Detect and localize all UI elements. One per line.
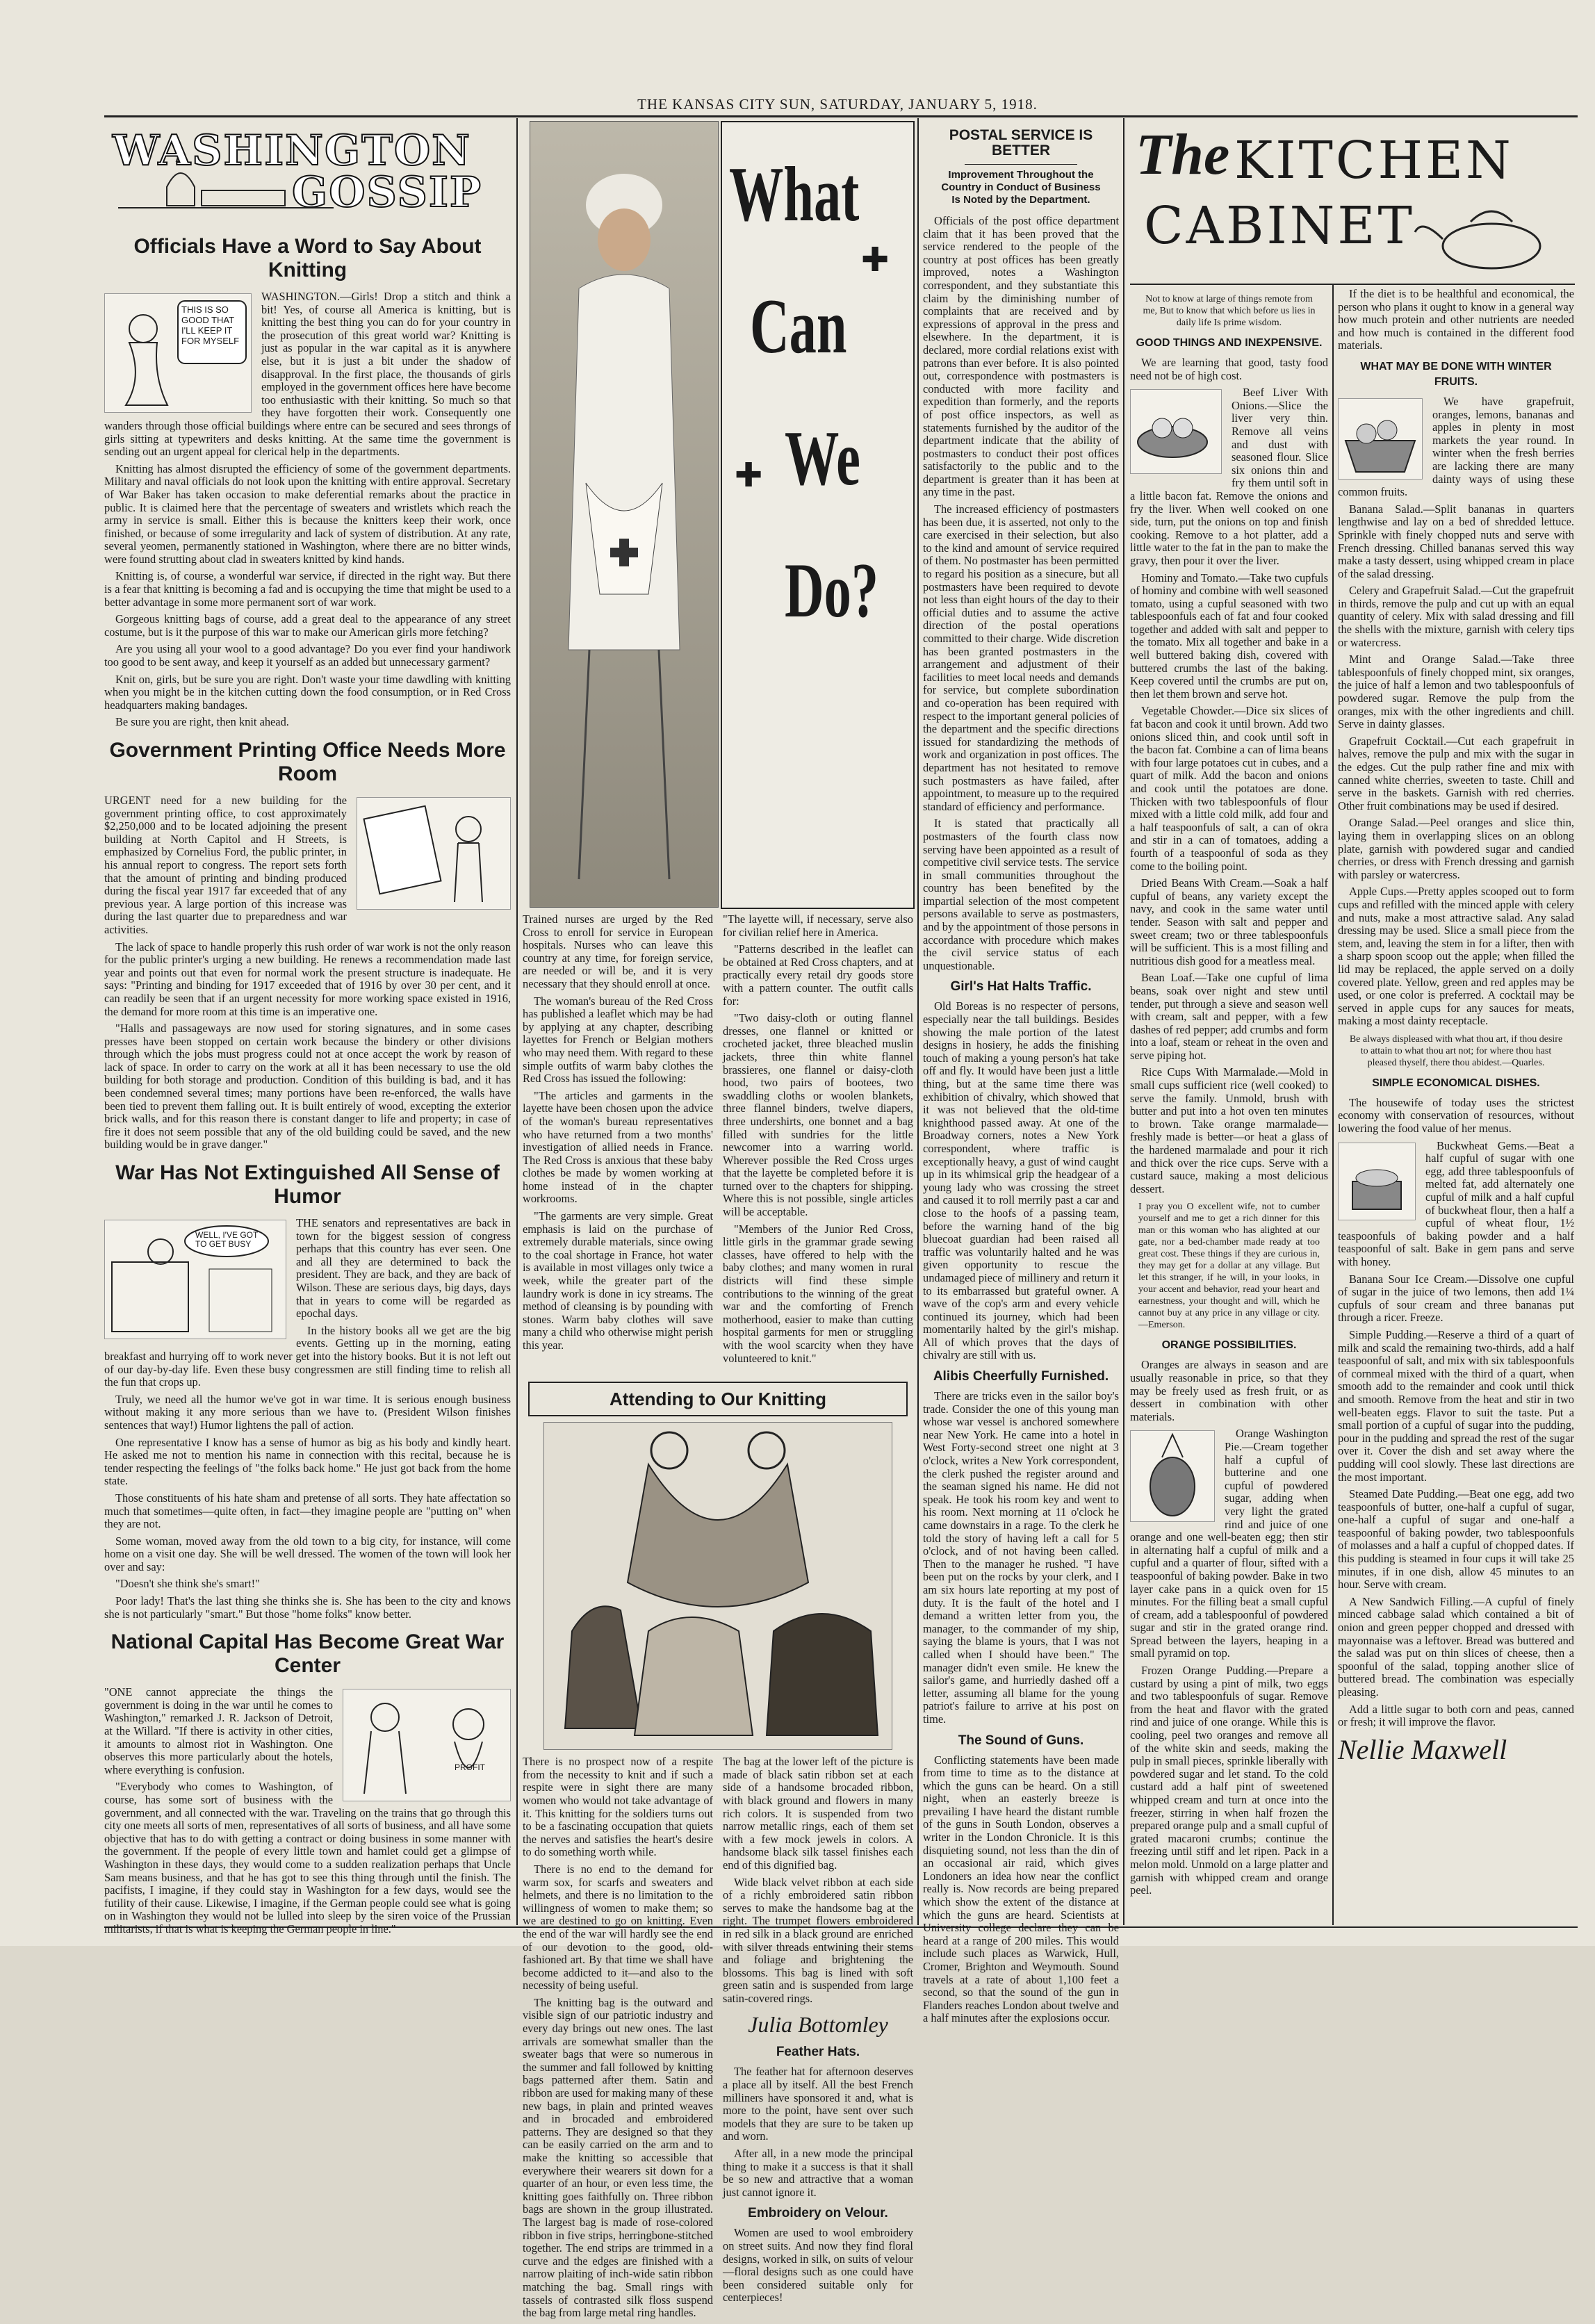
paragraph: Bean Loaf.—Take one cupful of lima beans, soak over night and stew until tender, put through a sieve and season well with cream, salt and pepper, with a few dashes of red pepper; add crumbs and form into a loaf, steam or reheat in the oven and serve piping hot.: [1130, 971, 1328, 1062]
paragraph: If the diet is to be healthful and economical, the person who plans it ought to know in a general way how much protein and other nutrients are needed and how much is contained in the different food materials.: [1338, 287, 1574, 352]
paragraph: We have grapefruit, oranges, lemons, bananas and apples in plenty in most markets the year round. In winter when the fresh berries are lacking there are many dainty ways of using these common fruits.: [1338, 394, 1574, 499]
cross-icon: ✚: [861, 242, 890, 279]
divider: [965, 164, 1077, 165]
paragraph: Those constituents of his hate sham and pretense of all sorts. They hate affectation so much that sometimes—quite often, in fact—they imagine people are "putting on" when they are not.: [104, 1491, 511, 1531]
paragraph: "Members of the Junior Red Cross, little girls in the grammar grade sewing classes, have offered to help with the baby clothes; and many women in rural districts will find these simple contributions to the winning of the great war and the comforting of French motherhood, easier to make than cutting hospital garments for men or struggling with the wool scarcity when they have volunteered to knit.": [723, 1222, 913, 1365]
paragraph: One representative I know has a sense of humor as big as his body and kindly heart. He asked me not to mention his name in connection with this recital, because he is tender respecting the feelings of "the folks back home." He just got back from the home state.: [104, 1435, 511, 1488]
knitting-bags-illustration: [543, 1422, 892, 1750]
paragraph: After all, in a new mode the principal thing to make it a success is that it shall be so new and attractive that a woman just cannot ignore it.: [723, 2147, 913, 2199]
knitting-headline-box: [528, 1382, 908, 1416]
paragraph: Truly, we need all the humor we've got in war time. It is serious enough business without making it any more serious than we have to. (President Wilson finishes sentences that way!) Humor lightens the pall of action.: [104, 1392, 511, 1432]
paragraph: Knit on, girls, but be sure you are right. Don't waste your time dawdling with knitting when you might be in the kitchen cutting down the food consumption, or in Red Cross headquarters making bandages.: [104, 672, 511, 712]
cartoon-label: PROFIT: [455, 1762, 485, 1773]
headline-embroidery: Embroidery on Velour.: [748, 2206, 888, 2221]
paragraph: There is no prospect now of a respite from the necessity to knit and if such a respite were in sight there are many women who would not take advantage of it. This knitting for the soldiers turns out to be a fascinating occupation that quiets the nerves and satisfies the heart's desire to do something worth while.: [523, 1755, 713, 1859]
paragraph: Knitting is, of course, a wonderful war service, if directed in the right way. But there is a fear that knitting is becoming a fad and is occupying the time that might be used to a better advantage in some more permanent sort of war work.: [104, 569, 511, 609]
paragraph: Steamed Date Pudding.—Beat one egg, add two teaspoonfuls of butter, one-half a cupful of sugar, one-half a cupful of sugar and one-half a teaspoonful of baking powder, two tablespoonfuls of molasses and a half a cupful of chopped dates. If this pudding is steamed in four cups it will take 25 minutes, if in one dish, allow 45 minutes to an hour. Serve with cream.: [1338, 1487, 1574, 1591]
paragraph: Knitting has almost disrupted the efficiency of some of the government departments. Military and naval officials do not look upon the knitting with entire approval. Secretary of War Baker has taken occasion to make deferential remarks about the practice in public. It is claimed here that the percentage of sweaters and wristlets which reach the army in service is small. Either this is because the knitters keep their work, once finished, or because of some irregularity and lack of system of distribution. At any rate, several yeomen, permanently stationed in Washington, where there are no bitter winds, were found strutting about clad in sweaters knitted by kind hands.: [104, 461, 511, 566]
paragraph: In the history books all we get are the big events. Getting up in the morning, eating breakfast and hurrying off to work never get into the history books. But it is not left out of our day-by-day life. Even these busy congressmen are still finding time to relish all the fun that crops up.: [104, 1323, 511, 1389]
postal-column: [923, 121, 1119, 2025]
author-signature: Julia Bottomley: [748, 2012, 888, 2038]
illustration-fruit-basket: [1338, 398, 1423, 480]
headline-winter-fruits: WHAT MAY BE DONE WITH WINTER FRUITS.: [1360, 360, 1552, 388]
paragraph: Beef Liver With Onions.—Slice the liver very thin. Remove all veins and dust with seasoned flour. Slice six onions thin and fry them until soft in a little bacon fat. Remove the onions and fry the liver. When well cooked on one side, turn, put the onions on top and finish cooking. Remove to a hot platter, add a little water to the fat in the pan to make the gravy, then pour it over the liver.: [1130, 386, 1328, 567]
banner-gossip: GOSSIP: [292, 168, 483, 217]
paragraph: Apple Cups.—Pretty apples scooped out to form cups and refilled with the minced apple with celery and nuts, make a most attractive salad. Any salad dressing may be used. Slice a small piece from the stem, and, leaving the stem in for a lifter, then with a sharp spoon scoop out the apple; when filled the lid may be replaced, the apple served on a doily covered plate. Yellow, green and red apples may be used, or one color is preferred. A cocktail may be served in apple cups for any sauces for meats, making a most dainty receptacle.: [1338, 885, 1574, 1028]
paragraph: Wide black velvet ribbon at each side of a richly embroidered satin ribbon serves to make the handsome bag at the right. The trumpet flowers embroidered in red silk in a black ground are enriched with silver threads entwining their stems and foliage and brightening the blossoms. This bag is lined with soft green satin and is suspended from large satin-covered rings.: [723, 1875, 913, 2005]
column-rule: [1332, 285, 1334, 1925]
banner-the: The: [1136, 122, 1230, 187]
paragraph: The increased efficiency of postmasters has been due, it is asserted, not only to the care exercised in their selection, but also to the kind and amount of service required of them. No postmaster has been permitted to regard his position as a sinecure, but all postmasters have been required to devote not less than eight hours of the day to their official duties and to assume the active direction of the postal operations committed to their charge. Wide discretion has been granted postmasters in the arrangement and adjustment of their facilities to meet local needs and demands for service, but complete subordination and co-operation has been required with respect to the important general policies of the department and the specific directions issued for standardizing the methods of work and organization in post offices. The department has not hesitated to remove such postmasters as have failed, after appointment, to measure up to the required standard of efficiency and performance.: [923, 502, 1119, 813]
headline-girls-hat: Girl's Hat Halts Traffic.: [950, 979, 1092, 995]
banner-cabinet: CABINET: [1144, 196, 1415, 256]
column-rule: [1123, 118, 1124, 1925]
paragraph: "Two daisy-cloth or outing flannel dresses, one flannel or knitted or crocheted jacket, three bleached muslin jackets, three thin white flannel brassieres, one flannel or daisy-cloth hood, two pairs of bootees, two swaddling cloths or woolen blankets, three flannel binders, twelve diapers, three undershirts, one bonnet and a bag filled with sundries for the little newcomer into a warring world. Wherever possible the Red Cross urges that the layette be completed before it is turned over to the chapters for shipping. Where this is not possible, single articles will be acceptable.: [723, 1011, 913, 1219]
cartoon-speech: THIS IS SO GOOD THAT I'LL KEEP IT FOR MYSELF: [181, 304, 240, 346]
paragraph: "ONE cannot appreciate the things the government is doing in the war until he comes to Washington," remarked J. R. Jackson of Detroit, at the Willard. "If there is activity in other cities, it amounts to almost riot in Washington. One observes this more particularly about the hotels, where everything is confusion.: [104, 1685, 333, 1776]
headline-knitting: Officials Have a Word to Say About Knitting: [133, 235, 482, 281]
paragraph: Poor lady! That's the last thing she thinks she is. She has been to the city and knows she is not particularly "smart." But those "home folks" know better.: [104, 1594, 511, 1621]
paragraph: Old Boreas is no respecter of persons, especially near the tall buildings. Besides showing the male portion of the latest designs in hosiery, he adds the finishing touch of making a young person's hat take off and fly. It would have been just a little thing, but at the same time there was exhibition of chivalry, which showed that it was not believed that the old-time knighthood passed away. At one of the Broadway corners, notes a New York correspondent, where traffic is exceptionally heavy, a gust of wind caught up in its whimsical grip the headgear of a young lady who was crossing the street and caused it to roll merrily past a car and close to the hoofs of a passing team, before the warning hand of the big bluecoat guardian had been raised all traffic was voluntarily halted and he was given opportunity to rescue the undamaged piece of millinery and return it to its embarrassed but grateful owner. A wave of the cop's arm and every vehicle continued its journey, which had been momentarily halted by the girl's mishap. All of which proves that the days of chivalry are still with us.: [923, 999, 1119, 1362]
cartoon-knitting-girl: [104, 293, 252, 413]
headline-printing-office: Government Printing Office Needs More Room: [109, 739, 506, 785]
title-we: We: [785, 416, 860, 502]
masthead-rule: [104, 115, 1578, 117]
headline-feather-hats: Feather Hats.: [776, 2045, 860, 2060]
paragraph: "The articles and garments in the layette have been chosen upon the advice of the woman's bureau representatives who have returned from a two months' investigation of allied needs in France. The Red Cross is anxious that these baby clothes be made by women working at home instead of in the chapter workrooms.: [523, 1088, 713, 1206]
title-what: What: [729, 152, 860, 238]
illustration-pineapple: [1130, 1430, 1215, 1522]
paragraph: Add a little sugar to both corn and peas, canned or fresh; it will improve the flavor.: [1338, 1702, 1574, 1729]
paragraph: WASHINGTON.—Girls! Drop a stitch and think a bit! Yes, of course all America is knitting, but is knitting the best thing you can do for your country in the prosecution of this great world war? Knitting is just as popular in the war capital as it is anywhere else, but it is just a bit under the shadow of disapproval. In the first place, the thousands of girls employed in the government offices here have become too enthusiastic with their knitting. So much so that they have forgotten their work. Consequently one wanders through those official buildings where entre can be secured and sees throngs of girls sitting at typewriters and desks knitting. At the same time the government is sending out an urgent appeal for clerical help in the departments.: [104, 290, 511, 459]
title-do: Do?: [785, 548, 879, 634]
paragraph: URGENT need for a new building for the government printing office, to cost approximately $2,250,000 and to be located adjoining the present building at North Capitol and H Streets, is emphasized by Cornelius Ford, the public printer, in his annual report to congress. The report sets forth that the amount of printing and binding produced during the fiscal year 1917 far exceeded that of any previous year. A large portion of this increase was during the last quarter due to preparedness and war activities.: [104, 794, 347, 936]
subhead-postal: Improvement Throughout the Country in Conduct of Business Is Noted by the Department.: [941, 169, 1101, 206]
nurse-photo: [530, 121, 719, 908]
headline-alibis: Alibis Cheerfully Furnished.: [933, 1369, 1109, 1384]
middle-section: [523, 121, 913, 2320]
headline-sound-of-guns: The Sound of Guns.: [958, 1733, 1084, 1748]
paragraph: Orange Washington Pie.—Cream together half a cupful of butterine and one cupful of powdered sugar, adding when very light the grated rind and juice of one orange and one well-beaten egg; then stir in alternating half a cupful of milk and a cupful and a quarter of flour, sifted with a teaspoonful of baking powder. Bake in two layer cake pans in a quick oven for 15 minutes. For the filling beat a small cupful of cream, add a tablespoonful of powdered sugar and stir in the grated orange rind. Spread between the layers, heaping in a small pyramid on top.: [1130, 1427, 1328, 1660]
emerson-quote: I pray you O excellent wife, not to cumber yourself and me to get a rich dinner for this man or this woman who has alighted at our gate, nor a bed-chamber made ready at too great cost. These things if they are curious in, they may get for a dollar at any village. But let this stranger, if he will, in your looks, in your accent and behavior, read your heart and earnestness, your thought and will, which he cannot buy at any price in any village or city.—Emerson.: [1138, 1202, 1320, 1331]
illustration-baking: [1338, 1143, 1416, 1220]
knitting-article: [523, 1756, 913, 2324]
paragraph: The knitting bag is the outward and visible sign of our patriotic industry and every day brings out new ones. The last arrivals are somewhat smaller than the sweater bags that were so numerous in the summer and fall followed by knitting bags patterned after them. Satin and ribbon are used for making many of these new bags, in plain and printed weaves and in brocaded and embroidered patterns. They are designed so that they can be easily carried on the arm and to make the knitting so accessible that everywhere their wearers sit down for a quarter of an hour, or even less time, the knitting goes faithfully on. Three ribbon bags are shown in the group illustrated. The largest bag is made of rose-colored ribbon in five strips, herringbone-stitched together. The end strips are trimmed in a curve and the edges are finished with a narrow plaiting of inch-wide satin ribbon matching the bag. Small rings with tassels of contrasted silk floss suspend the bag from large metal ring handles.: [523, 1995, 713, 2320]
paragraph: Buckwheat Gems.—Beat a half cupful of sugar with one egg, add three tablespoonfuls of melted fat, add alternately one cupful of milk and a half cupful of buckwheat flour, then a half a cupful of wheat flour, 1½ teaspoonfuls of baking powder and a half teaspoonful of salt. Bake in gem pans and serve with honey.: [1338, 1138, 1574, 1268]
feature-title-panel: [721, 121, 915, 909]
what-can-we-do-feature: [523, 121, 913, 913]
paragraph: Oranges are always in season and are usually reasonable in price, so that they may be freely used as fresh fruit, or as dessert in combination with other materials.: [1130, 1358, 1328, 1423]
paragraph: "Patterns described in the leaflet can be obtained at Red Cross chapters, and at practically every retail dry goods store with a pattern counter. The outfit calls for:: [723, 942, 913, 1008]
paragraph: Trained nurses are urged by the Red Cross to enroll for service in European hospitals. Nurses who can leave this country at any time, for foreign service, are needed or will be, and it is very necessary that they should enroll at once.: [523, 913, 713, 990]
knitting-col2: [723, 1756, 913, 2324]
cartoon-uncle-sam-report: [357, 797, 511, 910]
kitchen-column: [1130, 288, 1328, 1925]
illustration-liver-dish: [1130, 389, 1222, 474]
layette-article: [523, 913, 913, 1369]
column-rule: [516, 118, 518, 1925]
paragraph: Hominy and Tomato.—Take two cupfuls of hominy and combine with well seasoned tomato, using a cupful seasoned with two tablespoonfuls each of fat and four cooked together and added with salt and pepper to the tomato. Mix all together and bake in a well buttered baking dish, covered with buttered crumbs the last of the baking. Keep covered until the crumbs are put on, then let them brown and serve hot.: [1130, 571, 1328, 701]
paragraph: The lack of space to handle properly this rush order of war work is not the only reason for the public printer's urging a new building. He renews a recommendation made last year and points out that even for normal work the present structure is inadequate. He says: "Printing and binding for 1917 exceeded that of 1916 by over 30 per cent, and it can readily be seen that if an urgent necessity for more working space existed in 1916, the demand for more room at this time is an imperative one.: [104, 940, 511, 1018]
title-can: Can: [750, 284, 847, 370]
paragraph: Some woman, moved away from the old town to a big city, for instance, will come home on a visit one day. She will be well dressed. The women of the town will look her over and say:: [104, 1534, 511, 1573]
paragraph: It is stated that practically all postmasters of the fourth class now serving have been appointed as a result of competitive civil service tests. The service in small communities throughout the country has been benefited by the impartial selection of the most competent persons available to serve as postmasters, and by the appointment of those persons in accordance with procedure which makes the civil service status of each unquestionable.: [923, 817, 1119, 972]
paragraph: "Everybody who comes to Washington, of course, has some sort of business with the government, and all connected with the war. Traveling on the trains that go through this city one meets all sorts of men, representatives of all sorts of business, and all have some objective that has to do with getting a contract or doing business in some manner with the government. If the people of every little town and hamlet could get a glimpse of Washington in these days, they would come to a sudden realization perhaps that Uncle Sam means business, and that he has got to see this thing through until the finish. The pacifists, I imagine, if they could stay in Washington for a few days, would see the futility of their cause. Likewise, I imagine, if the German people could see what is going on in Washington they would not be lulled into sleep by the siren voice of the Prussian militarists, if that is what is keeping the German people in line.": [104, 1780, 511, 1936]
cartoon-profiteers: [343, 1689, 511, 1801]
paragraph: The woman's bureau of the Red Cross has published a leaflet which may be had by applying at any chapter, describing layettes for French or Belgian mothers who may need them. With regard to these simple outfits of warm baby clothes the Red Cross has issued the following:: [523, 994, 713, 1086]
paragraph: There is no end to the demand for warm sox, for scarfs and sweaters and helmets, and there is no limitation to the willingness of women to make them; so we are destined to go on knitting. Even the end of the war will hardly see the end of our devotion to the good, old-fashioned art. By that time we shall have become addicted to it—and also to the necessity of being useful.: [523, 1862, 713, 1992]
headline-humor: War Has Not Extinguished All Sense of Humor: [115, 1161, 500, 1209]
author-signature: Nellie Maxwell: [1338, 1733, 1507, 1765]
paragraph: There are tricks even in the sailor boy's trade. Consider the one of this young man whose war vessel is anchored somewhere near New York. He came into a hotel in West Forty-second street one night at 3 o'clock, writes a New York correspondent, the clerk pushed the register around and the seaman signed his name. He did not speak. He took his room key and went to his room. Next morning at 11 o'clock he came downstairs in a rage. To the clerk he told the story of having left a call for 5 o'clock, and of not having been called. Then to the manager he rushed. "I have been put on the rocks by your clerk, and I am six hours late reporting at my post of duty. It is the fault of the hotel and I demand a written letter from you, the manager, to the commander of my ship, saying the blame is yours, that I was not called when I should have been." The manager didn't even smile. He knew the sailor's game, and hurriedly dashed off a letter, assuming all blame for the young patriot's failure to arrive at his post on time.: [923, 1389, 1119, 1726]
paragraph: The housewife of today uses the strictest economy with conservation of resources, without lowering the food value of her menus.: [1338, 1095, 1574, 1136]
paragraph: A New Sandwich Filling.—A cupful of finely minced cabbage salad which contained a bit of onion and green pepper chopped and dressed with mayonnaise was a leftover. Bread was buttered and the salad was put on thin slices of cheese, then a spoonful of the salad, topping another slice of buttered bread. The combination was especially pleasing.: [1338, 1594, 1574, 1699]
teakettle-icon: [1408, 190, 1568, 274]
headline-war-center: National Capital Has Become Great War Center: [111, 1630, 505, 1678]
paragraph: Officials of the post office department claim that it has been proved that the service rendered to the people of the country at post offices has been greatly improved, notes a Washington correspondent, and they substantiate this claim by the diminishing number of complaints that are received and by expressions of approval in the press and elsewhere. In the department, it is declared, more cordial relations exist with patrons than ever before. It is also pointed out, correspondence with postmasters is conducted with more facility and expedition than formerly, and the reports of post office inspectors, as well as statements furnished by the auditor of the department indicate that the ability of postmasters to conduct their post offices satisfactorily to the public and to the department is greater than it has been at any time in the past.: [923, 214, 1119, 499]
cartoon-busy-congressman: [104, 1220, 286, 1339]
column-rule: [917, 118, 919, 1925]
paragraph: Rice Cups With Marmalade.—Mold in small cups sufficient rice (well cooked) to serve the family. Unmold, brush with butter and put into a hot oven ten minutes to brown. Take orange marmalade—freshly made is better—or heat a glass of the hardened marmalade and pour it rich and thick over the rice cups. Serve with a custard sauce, making a most delicious dessert.: [1130, 1065, 1328, 1195]
paragraph: Vegetable Chowder.—Dice six slices of fat bacon and cook it until brown. Add two onions sliced thin, and cook until soft in the bacon fat. Combine a can of lima beans with four large potatoes cut in cubes, and a quart of milk. Add the bacon and onions and cook until the potatoes are done. Thicken with two tablespoonfuls of flour mixed with a little cold milk, add four and a half teaspoonfuls of salt, a can of okra and stir in a can of tomatoes, adding a fourth of a teaspoonful of soda as they come to the boiling point.: [1130, 704, 1328, 873]
kitchen-cabinet-banner: [1130, 121, 1575, 281]
headline-postal-service: POSTAL SERVICE IS BETTER: [949, 127, 1093, 158]
paragraph: Are you using all your wool to a good advantage? Do you ever find your handiwork too good to be sent away, and keep it yourself as an added but unnecessary garment?: [104, 642, 511, 669]
paragraph: "The layette will, if necessary, serve also for civilian relief here in America.: [723, 913, 913, 939]
kitchen-column-2: [1338, 288, 1574, 1925]
headline-simple-dishes: SIMPLE ECONOMICAL DISHES.: [1372, 1077, 1540, 1089]
banner-rule: [1130, 284, 1575, 285]
nurse-figure: [530, 122, 718, 907]
headline-good-things: GOOD THINGS AND INEXPENSIVE.: [1136, 337, 1323, 349]
washington-gossip-section: [104, 121, 511, 1936]
paragraph: Banana Salad.—Split bananas in quarters lengthwise and lay on a bed of shredded lettuce. Sprinkle with finely chopped nuts and serve with French dressing. Chilled bananas served this way make a tasty dessert, using whipped cream in place of the salad dressing.: [1338, 502, 1574, 580]
masthead: THE KANSAS CITY SUN, SATURDAY, JANUARY 5, 1918.: [637, 96, 1038, 113]
cross-icon: ✚: [735, 457, 763, 494]
paragraph: We are learning that good, tasty food need not be of high cost.: [1130, 356, 1328, 382]
layette-col1: [523, 913, 713, 1369]
paragraph: THE senators and representatives are back in town for the biggest session of congress perhaps that this country has ever seen. One and all they are determined to back the president. They are back, and they are back of Wilson. These are serious days, big days, days that in years to come will be regarded as epochal days.: [296, 1216, 511, 1320]
knitting-col1: [523, 1756, 713, 2324]
paragraph: Be sure you are right, then knit ahead.: [115, 715, 289, 729]
paragraph: Mint and Orange Salad.—Take three tablespoonfuls of finely chopped mint, six oranges, the juice of half a lemon and two tablespoonfuls of powdered sugar. Remove the pulp from the oranges, mix with the other ingredients and chill. Serve in dainty glasses.: [1338, 653, 1574, 731]
paragraph: Frozen Orange Pudding.—Prepare a custard by using a pint of milk, two eggs and two tablespoonfuls of sugar. Remove from the heat and flavor with the grated rind and juice of one orange. While this is cooling, peel two oranges and remove all of the white skin and seeds, making the pulp in small pieces, sprinkle liberally with powdered sugar and let stand. To the cold custard add a half pint of sweetened whipped cream and turn at once into the freezer, stirring in when half frozen the prepared orange pulp and a small cupful of grated macaroni crumbs; continue the freezing until stiff and let ripen. Pack in a melon mold. Unmold on a large platter and garnish with whipped cream and orange peel.: [1130, 1664, 1328, 1897]
paragraph: Celery and Grapefruit Salad.—Cut the grapefruit in thirds, remove the pulp and cut up with an equal quantity of celery. Mix with salad dressing and fill the shells with the mixture, garnish with celery tips or watercress.: [1338, 584, 1574, 649]
cartoon-speech: WELL, I'VE GOT TO GET BUSY: [195, 1230, 259, 1250]
motto: Not to know at large of things remote from me, But to know that which before us lies in daily life Is prime wisdom.: [1143, 294, 1316, 328]
paragraph: The bag at the lower left of the picture is made of black satin ribbon set at each side of a handsome brocaded ribbon, with black ground and flowers in many rich colors. It is suspended from two narrow metallic rings, each of them set with a few mock jewels in colors. A handsome black silk tassel finishes each end of this dignified bag.: [723, 1755, 913, 1872]
paragraph: "Halls and passageways are now used for storing signatures, and in some cases presses have been stopped on certain work because the bindery or other divisions through which the jobs must progress could not at once accept the work by reason of lack of space. In order to carry on the work at all it has been necessary to use the old building for both storage and production. Condition of this building is bad, and it has been condemned several times; many portions have been re-enforced, the walls have been tied to prevent them falling out. It is built entirely of wood, excepting the exterior brick walls, and for this reason there is constant danger to life and property; in case of fire it does not seem possible that any of the old building could be saved, and the new building would be in grave danger.": [104, 1022, 511, 1152]
banner-kitchen: KITCHEN: [1234, 131, 1514, 190]
paragraph: Banana Sour Ice Cream.—Dissolve one cupful of sugar in the juice of two lemons, then add 1¼ cupfuls of sour cream and three bananas put through a ricer. Freeze.: [1338, 1272, 1574, 1325]
paragraph: "The garments are very simple. Great emphasis is laid on the purchase of extremely durable materials, since owing to the coal shortage in France, hot water is available in most villages only twice a week, while the greater part of the laundry work is done in icy streams. The method of cleansing is by pounding with stones. Warm baby clothes will save many a child who otherwise might perish this year.: [523, 1209, 713, 1352]
paragraph: "Doesn't she think she's smart!": [115, 1577, 260, 1591]
paragraph: Orange Salad.—Peel oranges and slice thin, laying them in overlapping slices on an oblong plate, garnish with powdered sugar and candied cherries, or dress with French dressing and garnish with parsley or watercress.: [1338, 816, 1574, 881]
banner-washington: WASHINGTON: [113, 126, 472, 175]
paragraph: Gorgeous knitting bags of course, add a great deal to the appearance of any street costume, but is it the purpose of this war to make our American girls more fetching?: [104, 612, 511, 639]
paragraph: Grapefruit Cocktail.—Cut each grapefruit in halves, remove the pulp and mix with the sugar in the edges. Cut the pulp rather fine and mix with canned white cherries, sweeten to taste. Chill and serve in the baskets. Garnish with red cherries. Other fruit combinations may be used if desired.: [1338, 734, 1574, 812]
washington-gossip-banner: [104, 121, 511, 225]
paragraph: Women are used to wool embroidery on street suits. And now they find floral designs, worked in silk, on suits of velour—floral designs such as one could have been considered suitable only for centerpieces!: [723, 2226, 913, 2305]
layette-col2: [723, 913, 913, 1369]
headline-orange: ORANGE POSSIBILITIES.: [1161, 1339, 1297, 1352]
paragraph: Simple Pudding.—Reserve a third of a quart of milk and scald the remaining two-thirds, add a half teaspoonful of salt, and mix with six tablespoonfuls of cornmeal mixed with the third of a quart, when smooth add to the remainder and cook until thick and smooth. Remove from the heat and stir in two well-beaten eggs. Flavor to suit the taste. Put a small portion of a cupful of sugar into the pudding, pour in the pudding and spread the rest of the sugar over it. Cover the dish and set away where the pudding will cool slowly. These last directions are the most important.: [1338, 1327, 1574, 1484]
quarles-quote: Be always displeased with what thou art, if thou desire to attain to what thou art not; for where thou hast pleased thyself, there thou abidest.—Quarles.: [1349, 1033, 1563, 1068]
headline-knitting-bags: Attending to Our Knitting: [610, 1389, 826, 1410]
paragraph: Conflicting statements have been made from time to time as to the distance at which the guns can be heard. On a still night, when an easterly breeze is prevailing I have heard the distant rumble of the guns in South London, observes a writer in the London Chronicle. It is this disquieting sound, not less than the din of an occasional air raid, which gives Londoners an idea how near the conflict really is. Now records are being prepared which show the extent of the distance at which the guns are heard. Scientists at University college declare they can be heard at a range of 200 miles. This would include such places as Warwick, Hull, Cromer, Brighton and Weymouth. Sound travels at a rate of about 1,100 feet a second, so that the sound of the gun in Flanders reaches London about twelve and a half minutes after the explosions occur.: [923, 1753, 1119, 2025]
paragraph: Dried Beans With Cream.—Soak a half cupful of beans, any variety except the navy, and cook in the same water until tender. Season with salt and pepper and sweet cream; two or three tablespoonfuls will be sufficient. This is a most filling and nutritious dish good for a meatless meal.: [1130, 876, 1328, 967]
paragraph: The feather hat for afternoon deserves a place all by itself. All the best French milliners have sponsored it and, what is more to the point, have sent over such models that they are sure to be taken up and worn.: [723, 2065, 913, 2143]
